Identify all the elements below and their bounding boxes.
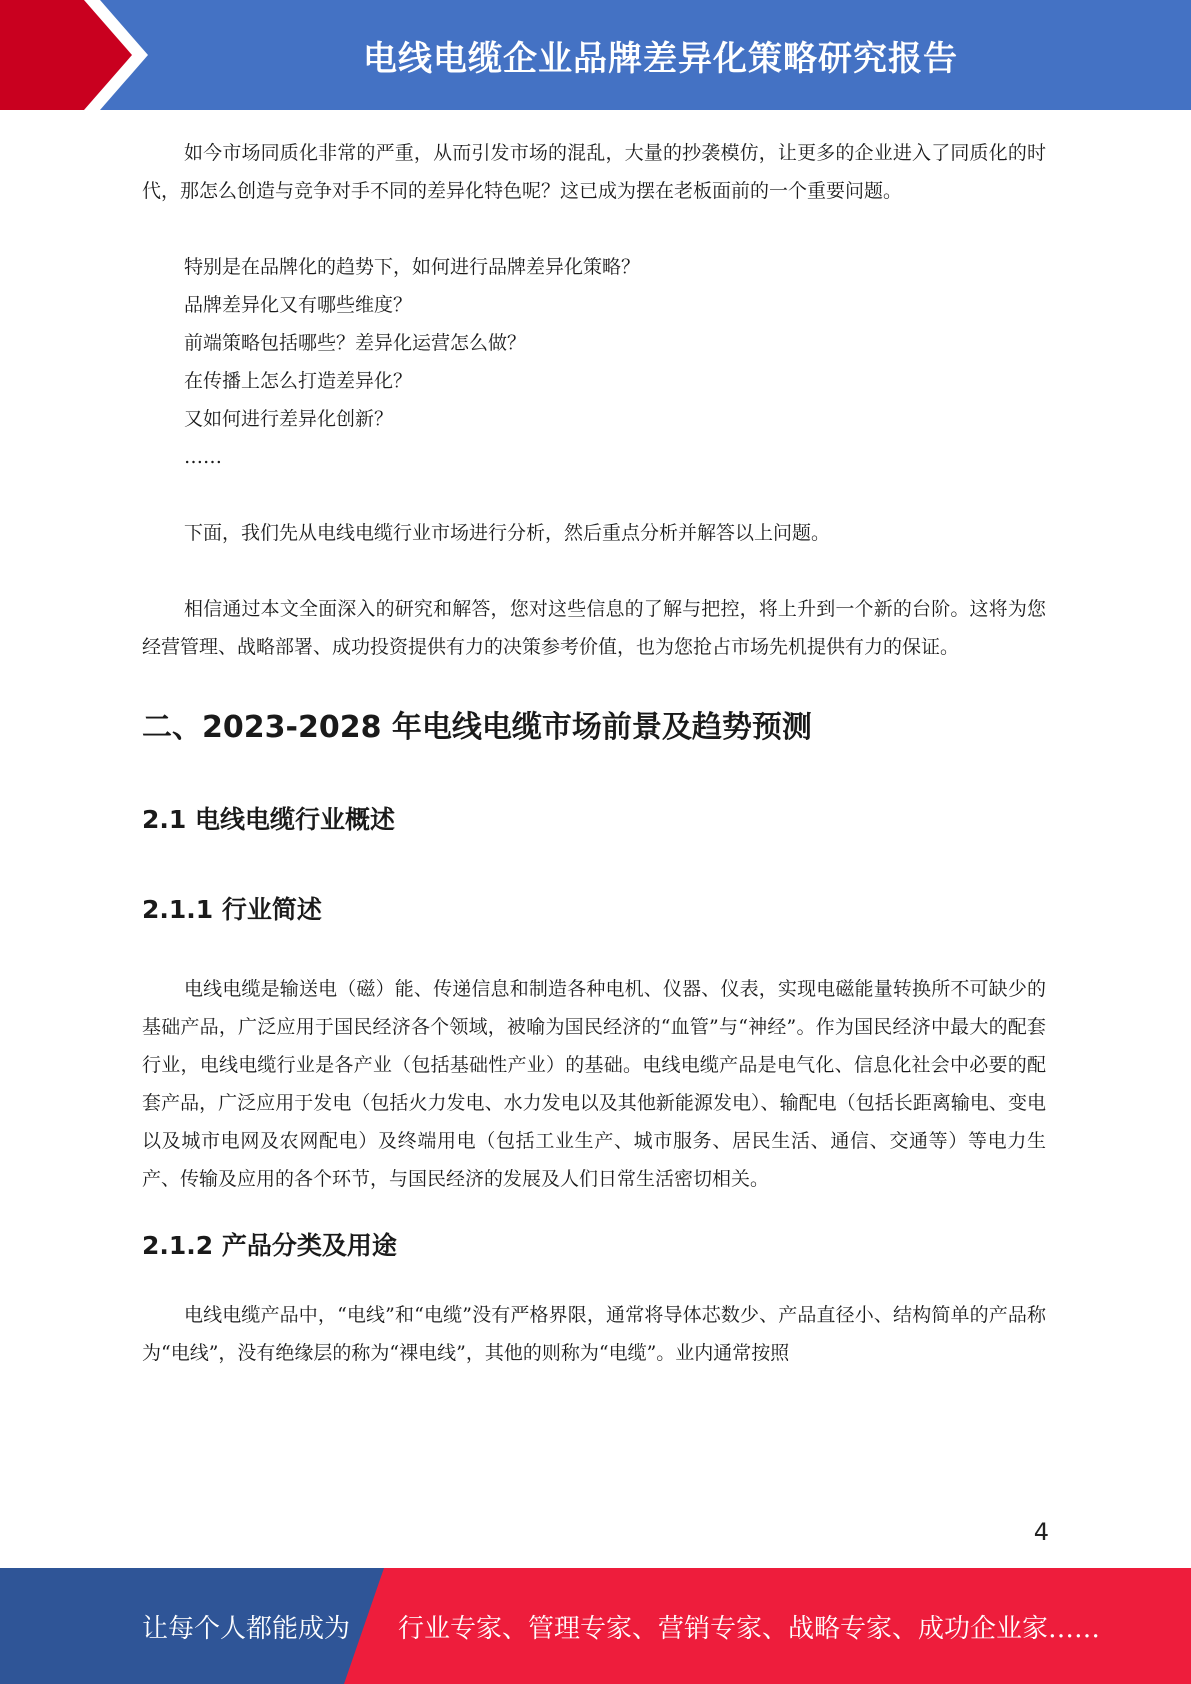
page-number: 4 [1033,1518,1049,1546]
subsection-heading: 2.1.2 产品分类及用途 [142,1231,397,1260]
industry-overview-paragraph: 电线电缆是输送电（磁）能、传递信息和制造各种电机、仪器、仪表，实现电磁能量转换所不可缺少的基础产品，广泛应用于国民经济各个领域，被喻为国民经济的“血管”与“神经”。作为国民经济中最大的配套行业，电线电缆行业是各产业（包括基础性产业）的基础。电线电缆产品是电气化、信息化社会中必要的配套产品，广泛应用于发电（包括火力发电、水力发电以及其他新能源发电）、输配电（包括长距离输电、变电以及城市电网及农网配电）及终端用电（包括工业生产、城市服务、居民生活、通信、交通等）等电力生产、传输及应用的各个环节，与国民经济的发展及人们日常生活密切相关。 [142,978,1046,1190]
intro-paragraph-3: 相信通过本文全面深入的研究和解答，您对这些信息的了解与把控，将上升到一个新的台阶。这将为您经营管理、战略部署、成功投资提供有力的决策参考价值，也为您抢占市场先机提供有力的保证。 [142,598,1046,658]
footer-slogan-right: 行业专家、管理专家、营销专家、战略专家、成功企业家…… [398,1613,1101,1644]
question-item: 特别是在品牌化的趋势下，如何进行品牌差异化策略？ [184,256,641,278]
intro-paragraph-1: 如今市场同质化非常的严重，从而引发市场的混乱，大量的抄袭模仿，让更多的企业进入了同质化的时代，那怎么创造与竞争对手不同的差异化特色呢？这已成为摆在老板面前的一个重要问题。 [142,142,1046,202]
page-footer [0,1568,1191,1684]
page-header [0,0,1191,110]
question-item: 品牌差异化又有哪些维度？ [184,294,413,316]
question-item: 在传播上怎么打造差异化？ [184,370,413,392]
question-list [142,248,1046,476]
subsection-heading: 2.1 电线电缆行业概述 [142,805,395,834]
intro-paragraph-2: 下面，我们先从电线电缆行业市场进行分析，然后重点分析并解答以上问题。 [184,522,831,544]
subsection-heading: 2.1.1 行业简述 [142,895,322,924]
question-item: …… [184,446,222,468]
question-item: 前端策略包括哪些？差异化运营怎么做？ [184,332,527,354]
question-item: 又如何进行差异化创新？ [184,408,394,430]
product-classification-paragraph: 电线电缆产品中，“电线”和“电缆”没有严格界限，通常将导体芯数少、产品直径小、结构简单的产品称为“电线”，没有绝缘层的称为“裸电线”，其他的则称为“电缆”。业内通常按照 [142,1304,1046,1364]
report-title: 电线电缆企业品牌差异化策略研究报告 [363,38,958,79]
section-heading: 二、2023-2028 年电线电缆市场前景及趋势预测 [142,710,812,745]
document-body [142,134,1046,1372]
footer-slogan-left: 让每个人都能成为 [142,1613,351,1644]
